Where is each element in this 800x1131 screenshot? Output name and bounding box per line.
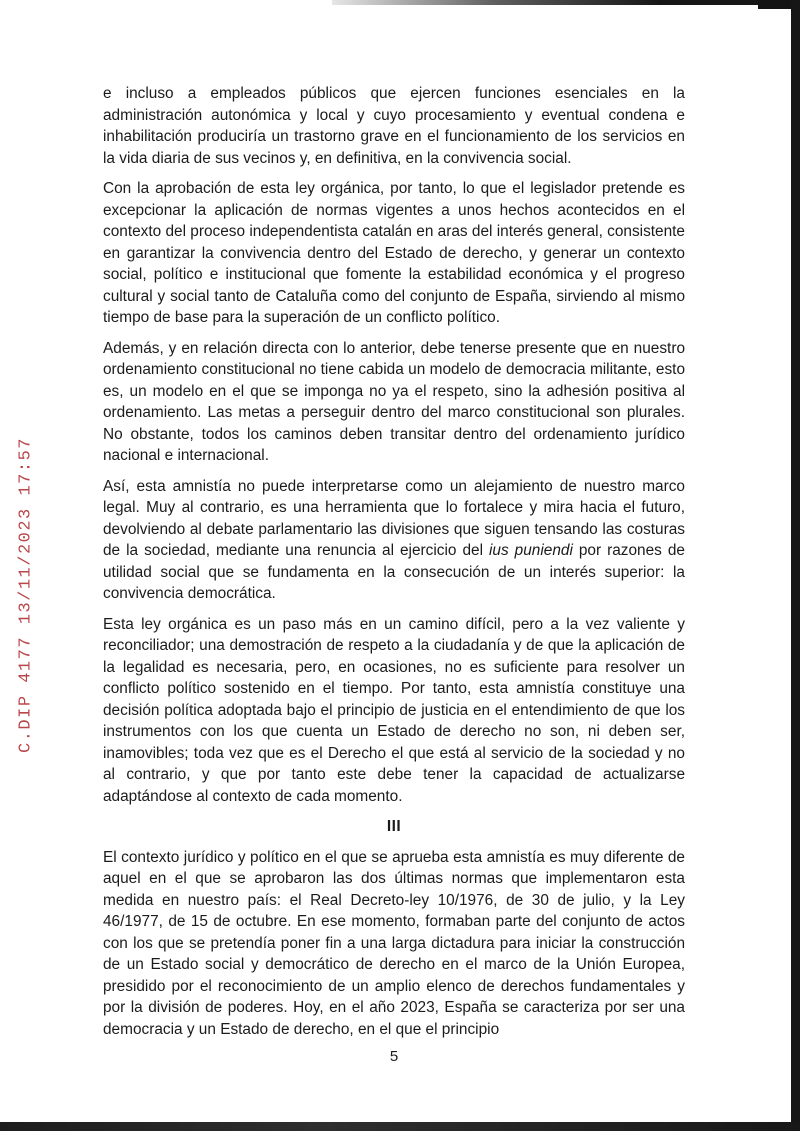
registry-timestamp-stamp: C.DIP 4177 13/11/2023 17:57 (16, 437, 36, 753)
paragraph-5: Esta ley orgánica es un paso más en un camino difícil, pero a la vez valiente y reconciliador; una demostración de respeto a la ciudadanía y de que la aplicación de la legalidad es necesaria, pero, en ocasiones, no es suficiente para resolver un conflicto político sostenido en el tiempo. Por tanto, esta amnistía constituye una decisión política adoptada bajo el principio de justicia en el entendimiento de que los instrumentos con los que cuenta un Estado de derecho no son, ni deben ser, inamovibles; toda vez que es el Derecho el que está al servicio de la sociedad y no al contrario, y que por tanto este debe tener la capacidad de actualizarse adaptándose al contexto de cada momento. (103, 615, 685, 805)
paragraph-1: e incluso a empleados públicos que ejercen funciones esenciales en la administración autonómica y local y cuyo procesamiento y eventual condena e inhabilitación produciría un trastorno grave en el funcionamiento de los servicios en la vida diaria de sus vecinos y, en definitiva, en la convivencia social. (103, 85, 685, 167)
page-number: 5 (389, 1048, 399, 1065)
paragraph-4-text-before: Así, esta amnistía no puede interpretarse como un alejamiento de nuestro marco legal. Muy al contrario, es una herramienta que lo fortalece y mira hacia el futuro, devolviendo al debate parlamentario las divisiones que siguen tensando las costuras de la sociedad, mediante una renuncia al ejercicio del (103, 477, 685, 559)
scan-artifact-bottom-edge (0, 1122, 800, 1131)
paragraph-4-text-after: por razones de utilidad social que se fundamenta en la consecución de un interés superior: la convivencia democrática. (103, 542, 685, 602)
scan-artifact-top-edge (332, 0, 800, 5)
document-body (103, 83, 685, 1049)
paragraph-2: Con la aprobación de esta ley orgánica, por tanto, lo que el legislador pretende es excepcionar la aplicación de normas vigentes a unos hechos acontecidos en el contexto del proceso independentista catalán en aras del interés general, consistente en garantizar la convivencia dentro del Estado de derecho, y generar un contexto social, político e institucional que fomente la estabilidad económica y el progreso cultural y social tanto de Cataluña como del conjunto de España, sirviendo al mismo tiempo de base para la superación de un conflicto político. (103, 180, 685, 326)
section-heading-roman-numeral: III (386, 818, 402, 835)
paragraph-4 (103, 476, 685, 605)
latin-phrase-italic: ius puniendi (489, 542, 573, 559)
scan-artifact-right-edge (791, 0, 800, 1131)
paragraph-6: El contexto jurídico y político en el que se aprueba esta amnistía es muy diferente de aquel en el que se aprobaron las dos últimas normas que implementaron esta medida en nuestro país: el Real Decreto-ley 10/1976, de 30 de julio, y la Ley 46/1977, de 15 de octubre. En ese momento, formaban parte del conjunto de actos con los que se pretendía poner fin a una larga dictadura para iniciar la construcción de un Estado social y democrático de derecho en el marco de la Unión Europea, presidido por el reconocimiento de un amplio elenco de derechos fundamentales y por la división de poderes. Hoy, en el año 2023, España se caracteriza por ser una democracia y un Estado de derecho, en el que el principio (103, 848, 685, 1038)
paragraph-3: Además, y en relación directa con lo anterior, debe tenerse presente que en nuestro ordenamiento constitucional no tiene cabida un modelo de democracia militante, esto es, un modelo en el que se imponga no ya el respeto, sino la adhesión positiva al ordenamiento. Las metas a perseguir dentro del marco constitucional son plurales. No obstante, todos los caminos deben transitar dentro del ordenamiento jurídico nacional e internacional. (103, 339, 685, 464)
